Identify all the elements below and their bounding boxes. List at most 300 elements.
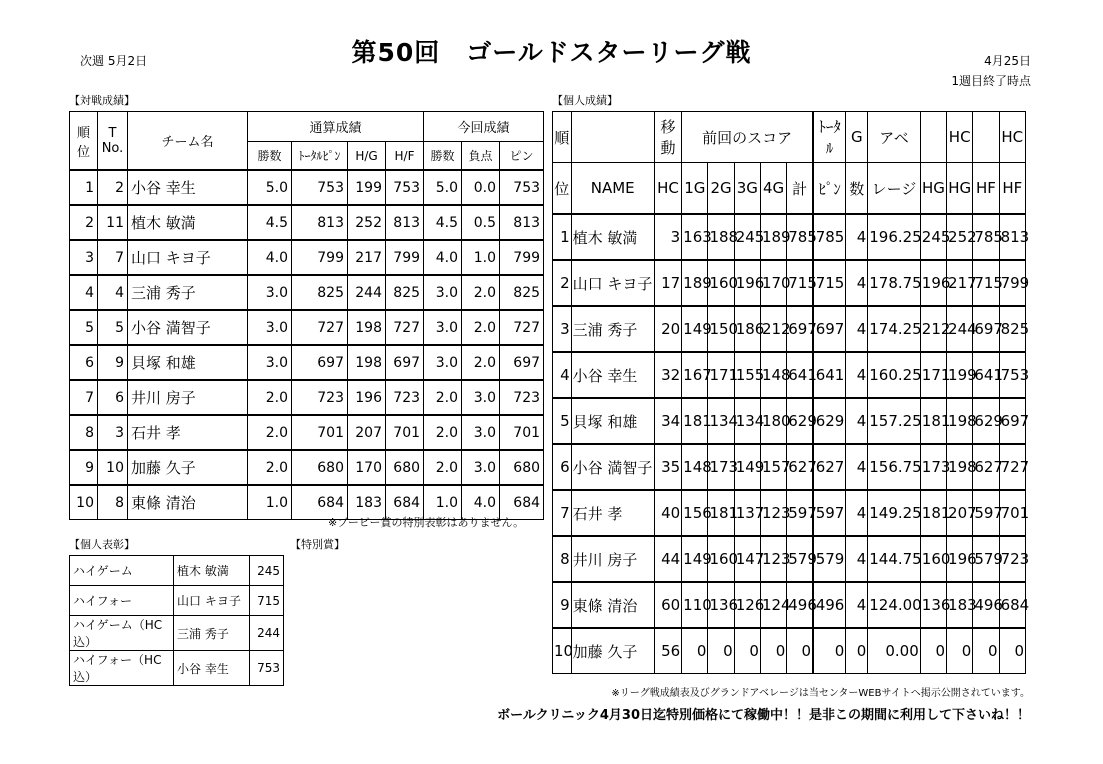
sum-cell: 579 [787,536,813,582]
hg-cell: 171 [920,352,946,398]
ind-rank-cell: 8 [553,536,572,582]
hf-cell: 701 [386,415,424,450]
current-results-header: 今回成績 [424,112,544,142]
award-name-cell: 植木 敏満 [174,556,250,586]
g2-cell: 136 [708,582,734,628]
hg-cell: 136 [920,582,946,628]
avg-cell: 160.25 [868,352,921,398]
g1-cell: 149 [682,536,708,582]
avg-cell: 157.25 [868,398,921,444]
award-label-cell: ハイゲーム [70,556,174,586]
rank-cell: 5 [70,310,98,345]
hf-cell: 627 [973,444,999,490]
ind-hf-header: HF [973,163,999,215]
team-name-cell: 石井 孝 [128,415,248,450]
ind-name-cell: 加藤 久子 [571,628,654,674]
games-cell: 4 [846,306,868,352]
individual-row [553,444,1026,490]
ind-name-cell: 小谷 満智子 [571,444,654,490]
sum-cell: 496 [787,582,813,628]
hf-cell: 597 [973,490,999,536]
total-pins-cell: 723 [292,380,348,415]
total-pins-cell: 697 [292,345,348,380]
total-pins-cell: 597 [813,490,846,536]
hg-cell: 196 [348,380,386,415]
wins-header: 勝数 [248,142,292,171]
team-name-header: チーム名 [128,112,248,171]
hf-cell: 496 [973,582,999,628]
g2-cell: 188 [708,214,734,260]
ind-name-cell: 貝塚 和雄 [571,398,654,444]
ind-hchf-header: HF [999,163,1025,215]
hchf-cell: 727 [999,444,1025,490]
sum-header: 計 [787,163,813,215]
current-date: 4月25日 [984,54,1031,68]
g1-cell: 167 [682,352,708,398]
team-row [70,205,544,240]
cur-losses-cell: 2.0 [462,310,500,345]
g2-header: 2G [708,163,734,215]
hg-cell: 199 [348,170,386,205]
avg-cell: 0.00 [868,628,921,674]
hg-cell: 170 [348,450,386,485]
hg-cell: 198 [348,345,386,380]
g4-cell: 0 [760,628,786,674]
rank-cell: 8 [70,415,98,450]
hf-cell: 723 [386,380,424,415]
ind-rank-cell: 9 [553,582,572,628]
hg-cell: 173 [920,444,946,490]
hg-cell: 183 [348,485,386,520]
sum-cell: 715 [787,260,813,306]
hg-cell: 181 [920,490,946,536]
ind-name-cell: 山口 キヨ子 [571,260,654,306]
games-cell: 4 [846,398,868,444]
hchg-cell: 244 [947,306,973,352]
g2-cell: 0 [708,628,734,674]
team-row [70,310,544,345]
hc-cell: 32 [654,352,681,398]
games-cell: 0 [846,628,868,674]
cur-losses-cell: 0.0 [462,170,500,205]
hg-cell: 198 [348,310,386,345]
individual-row [553,260,1026,306]
cur-losses-header: 負点 [462,142,500,171]
g4-cell: 123 [760,490,786,536]
total-pins-cell: 496 [813,582,846,628]
g2-cell: 134 [708,398,734,444]
hf-header-blank [973,112,999,163]
hc-cell: 56 [654,628,681,674]
team-no-cell: 2 [98,170,128,205]
g4-cell: 148 [760,352,786,398]
hf-cell: 641 [973,352,999,398]
cur-pins-cell: 813 [500,205,544,240]
total-pins-cell: 0 [813,628,846,674]
wins-cell: 2.0 [248,380,292,415]
award-name-cell: 三浦 秀子 [174,616,250,651]
prev-score-header: 前回のスコア [682,112,813,163]
cur-wins-cell: 5.0 [424,170,462,205]
hc-cell: 44 [654,536,681,582]
g1-cell: 0 [682,628,708,674]
cur-pins-cell: 697 [500,345,544,380]
award-name-cell: 小谷 幸生 [174,651,250,686]
total-pins-cell: 701 [292,415,348,450]
promo-banner: ボールクリニック4月30日迄特別価格にて稼働中！！是非この期間に利用して下さいね！！ [497,708,1030,723]
g4-cell: 157 [760,444,786,490]
total-pins-cell: 799 [292,240,348,275]
ind-name-header-blank [571,112,654,163]
cur-losses-cell: 4.0 [462,485,500,520]
ind-hg-header: HG [920,163,946,215]
hf-header: H/F [386,142,424,171]
avg-cell: 149.25 [868,490,921,536]
team-row [70,450,544,485]
ind-rank-cell: 5 [553,398,572,444]
hc-header-b: HC [999,112,1025,163]
hc-header-a: HC [947,112,973,163]
g4-cell: 212 [760,306,786,352]
g3-cell: 186 [734,306,760,352]
page-title: 第50回 ゴールドスターリーグ戦 [351,38,752,67]
award-name-cell: 山口 キヨ子 [174,586,250,616]
individual-row [553,582,1026,628]
hg-cell: 252 [348,205,386,240]
games-header-b: 数 [846,163,868,215]
g3-cell: 196 [734,260,760,306]
team-section-label: 【対戦成績】 [69,94,135,107]
g1-cell: 148 [682,444,708,490]
cur-losses-cell: 1.0 [462,240,500,275]
hf-cell: 697 [973,306,999,352]
team-name-cell: 貝塚 和雄 [128,345,248,380]
team-no-cell: 6 [98,380,128,415]
hg-cell: 160 [920,536,946,582]
ind-name-cell: 小谷 幸生 [571,352,654,398]
team-name-cell: 山口 キヨ子 [128,240,248,275]
g3-cell: 137 [734,490,760,536]
team-row [70,380,544,415]
week-status: 1週目終了時点 [951,74,1031,88]
cur-losses-cell: 2.0 [462,345,500,380]
hg-header: H/G [348,142,386,171]
wins-cell: 2.0 [248,450,292,485]
ind-hchg-header: HG [947,163,973,215]
hchf-cell: 799 [999,260,1025,306]
g3-cell: 126 [734,582,760,628]
cur-wins-cell: 1.0 [424,485,462,520]
avg-header-a: アベ [868,112,921,163]
hchf-cell: 753 [999,352,1025,398]
award-row [70,556,284,586]
g3-cell: 245 [734,214,760,260]
cur-pins-header: ピン [500,142,544,171]
wins-cell: 5.0 [248,170,292,205]
award-label-cell: ハイゲーム（HC込） [70,616,174,651]
team-no-cell: 11 [98,205,128,240]
g2-cell: 181 [708,490,734,536]
games-cell: 4 [846,352,868,398]
ind-rank-header-a: 順 [553,112,572,163]
rank-cell: 4 [70,275,98,310]
total-pins-header: ﾄｰﾀﾙﾋﾟﾝ [292,142,348,171]
cur-wins-cell: 2.0 [424,380,462,415]
g2-cell: 173 [708,444,734,490]
hc-cell: 60 [654,582,681,628]
g1-cell: 181 [682,398,708,444]
award-score-cell: 244 [250,616,284,651]
hg-cell: 212 [920,306,946,352]
cur-pins-cell: 684 [500,485,544,520]
team-no-cell: 7 [98,240,128,275]
hchg-cell: 198 [947,444,973,490]
team-no-cell: 4 [98,275,128,310]
g4-cell: 180 [760,398,786,444]
hf-cell: 579 [973,536,999,582]
sum-cell: 697 [787,306,813,352]
ind-rank-header-b: 位 [553,163,572,215]
games-cell: 4 [846,214,868,260]
hg-cell: 217 [348,240,386,275]
cur-losses-cell: 2.0 [462,275,500,310]
total-pins-cell: 641 [813,352,846,398]
cur-wins-cell: 2.0 [424,415,462,450]
hc-cell: 40 [654,490,681,536]
individual-standings-table [552,111,1030,674]
hchf-cell: 697 [999,398,1025,444]
rank-cell: 7 [70,380,98,415]
individual-row [553,352,1026,398]
hchg-cell: 183 [947,582,973,628]
award-label-cell: ハイフォー [70,586,174,616]
ind-rank-cell: 4 [553,352,572,398]
hchf-cell: 684 [999,582,1025,628]
individual-row [553,306,1026,352]
cur-pins-cell: 799 [500,240,544,275]
games-cell: 4 [846,490,868,536]
team-no-cell: 8 [98,485,128,520]
wins-cell: 4.5 [248,205,292,240]
cur-pins-cell: 825 [500,275,544,310]
team-name-cell: 加藤 久子 [128,450,248,485]
cur-pins-cell: 701 [500,415,544,450]
cur-wins-cell: 2.0 [424,450,462,485]
cur-wins-cell: 3.0 [424,310,462,345]
total-pins-cell: 753 [292,170,348,205]
awards-section-label: 【個人表彰】 [69,538,135,551]
hf-cell: 697 [386,345,424,380]
wins-cell: 3.0 [248,345,292,380]
g1-header: 1G [682,163,708,215]
g2-cell: 160 [708,260,734,306]
cur-wins-header: 勝数 [424,142,462,171]
hg-header-blank [920,112,946,163]
individual-section-label: 【個人成績】 [552,94,618,107]
g1-cell: 156 [682,490,708,536]
hchg-cell: 198 [947,398,973,444]
g3-cell: 155 [734,352,760,398]
total-pins-cell: 684 [292,485,348,520]
team-standings-table [69,111,544,520]
rank-header: 順 位 [70,112,98,171]
cur-pins-cell: 680 [500,450,544,485]
total-pins-header-a: ﾄｰﾀﾙ [813,112,846,163]
avg-cell: 196.25 [868,214,921,260]
individual-row [553,490,1026,536]
award-label-cell: ハイフォー（HC込） [70,651,174,686]
g2-cell: 171 [708,352,734,398]
cur-pins-cell: 753 [500,170,544,205]
games-cell: 4 [846,536,868,582]
avg-cell: 156.75 [868,444,921,490]
g3-cell: 0 [734,628,760,674]
avg-cell: 178.75 [868,260,921,306]
team-row [70,275,544,310]
hf-cell: 799 [386,240,424,275]
sum-cell: 597 [787,490,813,536]
hchf-cell: 825 [999,306,1025,352]
ind-name-cell: 植木 敏満 [571,214,654,260]
total-results-header: 通算成績 [248,112,424,142]
team-name-cell: 小谷 幸生 [128,170,248,205]
ind-rank-cell: 10 [553,628,572,674]
cur-losses-cell: 3.0 [462,380,500,415]
g4-cell: 123 [760,536,786,582]
games-header-a: G [846,112,868,163]
g2-cell: 150 [708,306,734,352]
hchg-cell: 217 [947,260,973,306]
sum-cell: 0 [787,628,813,674]
g3-cell: 149 [734,444,760,490]
total-pins-cell: 813 [292,205,348,240]
team-row [70,345,544,380]
sum-cell: 629 [787,398,813,444]
booby-note: ※ブービー賞の特別表彰はありません。 [328,516,525,529]
g4-cell: 189 [760,214,786,260]
hf-cell: 715 [973,260,999,306]
g3-cell: 134 [734,398,760,444]
individual-row [553,536,1026,582]
total-pins-cell: 680 [292,450,348,485]
hc-cell: 35 [654,444,681,490]
awards-table [69,555,284,686]
cur-pins-cell: 727 [500,310,544,345]
g1-cell: 110 [682,582,708,628]
hchg-cell: 199 [947,352,973,398]
hchg-cell: 196 [947,536,973,582]
rank-cell: 9 [70,450,98,485]
move-header: 移動 [654,112,681,163]
team-no-cell: 9 [98,345,128,380]
ind-rank-cell: 6 [553,444,572,490]
total-pins-cell: 579 [813,536,846,582]
total-pins-cell: 825 [292,275,348,310]
total-pins-cell: 727 [292,310,348,345]
sum-cell: 641 [787,352,813,398]
games-cell: 4 [846,444,868,490]
sum-cell: 785 [787,214,813,260]
hg-cell: 245 [920,214,946,260]
cur-wins-cell: 3.0 [424,345,462,380]
g1-cell: 189 [682,260,708,306]
team-row [70,415,544,450]
hf-cell: 813 [386,205,424,240]
avg-cell: 124.00 [868,582,921,628]
team-name-cell: 小谷 満智子 [128,310,248,345]
total-pins-cell: 627 [813,444,846,490]
total-pins-cell: 629 [813,398,846,444]
g3-header: 3G [734,163,760,215]
award-row [70,651,284,686]
cur-wins-cell: 3.0 [424,275,462,310]
rank-cell: 1 [70,170,98,205]
avg-cell: 174.25 [868,306,921,352]
wins-cell: 3.0 [248,275,292,310]
ind-name-cell: 東條 清治 [571,582,654,628]
total-pins-cell: 715 [813,260,846,306]
ind-rank-cell: 3 [553,306,572,352]
g4-cell: 124 [760,582,786,628]
hf-cell: 727 [386,310,424,345]
team-row [70,240,544,275]
award-score-cell: 715 [250,586,284,616]
team-no-cell: 10 [98,450,128,485]
cur-losses-cell: 0.5 [462,205,500,240]
individual-row [553,398,1026,444]
hchg-cell: 252 [947,214,973,260]
hchg-cell: 0 [947,628,973,674]
hchf-cell: 723 [999,536,1025,582]
hchf-cell: 813 [999,214,1025,260]
hc-cell: 17 [654,260,681,306]
ind-name-cell: 石井 孝 [571,490,654,536]
total-pins-cell: 697 [813,306,846,352]
g4-cell: 170 [760,260,786,306]
cur-pins-cell: 723 [500,380,544,415]
individual-row [553,628,1026,674]
hc-cell: 34 [654,398,681,444]
ind-name-cell: 三浦 秀子 [571,306,654,352]
g2-cell: 160 [708,536,734,582]
total-pins-cell: 785 [813,214,846,260]
cur-wins-cell: 4.5 [424,205,462,240]
rank-cell: 2 [70,205,98,240]
award-score-cell: 245 [250,556,284,586]
hf-cell: 680 [386,450,424,485]
team-no-cell: 5 [98,310,128,345]
cur-wins-cell: 4.0 [424,240,462,275]
g4-header: 4G [760,163,786,215]
hf-cell: 629 [973,398,999,444]
rank-cell: 6 [70,345,98,380]
ind-name-cell: 井川 房子 [571,536,654,582]
hc-cell: 20 [654,306,681,352]
award-row [70,586,284,616]
g1-cell: 163 [682,214,708,260]
cur-losses-cell: 3.0 [462,415,500,450]
wins-cell: 3.0 [248,310,292,345]
team-name-cell: 東條 清治 [128,485,248,520]
next-week-date: 次週 5月2日 [80,54,148,68]
rank-cell: 10 [70,485,98,520]
ind-rank-cell: 1 [553,214,572,260]
avg-header-b: レージ [868,163,921,215]
cur-losses-cell: 3.0 [462,450,500,485]
team-no-header: T No. [98,112,128,171]
hg-cell: 207 [348,415,386,450]
award-score-cell: 753 [250,651,284,686]
